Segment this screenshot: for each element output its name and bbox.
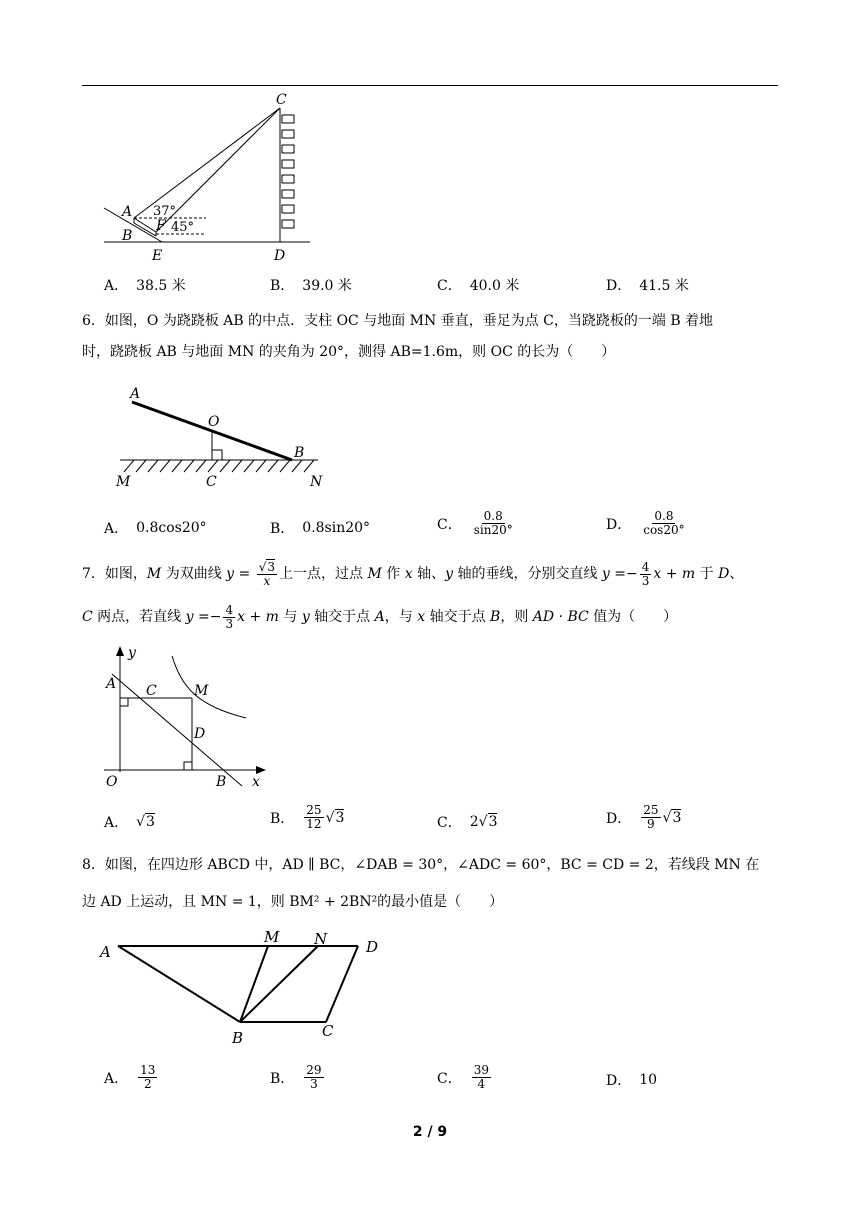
q7-stem-line1 bbox=[82, 560, 782, 588]
q7-eq: x + m bbox=[653, 566, 696, 582]
q7-var-y: y bbox=[445, 566, 453, 582]
q6-option-b-label: B． bbox=[270, 521, 295, 537]
q8-option-a-label: A． bbox=[104, 1070, 129, 1087]
q5-figure bbox=[100, 88, 320, 263]
q7-text: 7．如图， bbox=[82, 566, 147, 582]
q7-var-M: M bbox=[146, 566, 162, 582]
q8-stem-line1: 8．如图，在四边形 ABCD 中，AD ∥ BC，∠DAB = 30°，∠ADC = 60°，BC = CD = 2，若线段 MN 在 bbox=[82, 857, 760, 873]
q6-label-O: O bbox=[208, 414, 220, 430]
q6-option-d-den: cos20° bbox=[643, 523, 685, 537]
q6-option-d-label: D． bbox=[606, 516, 632, 533]
q7-option-d[interactable] bbox=[606, 804, 681, 831]
q7-option-c[interactable] bbox=[437, 812, 497, 832]
page-number: 2 / 9 bbox=[412, 1124, 448, 1140]
ground-hatch-line bbox=[244, 460, 254, 472]
q6-option-c-num: 0.8 bbox=[483, 509, 503, 523]
q7-option-b[interactable] bbox=[270, 804, 344, 831]
ground-hatch-line bbox=[232, 460, 242, 472]
q6-option-c-den: sin20° bbox=[473, 523, 513, 537]
ground-hatch-line bbox=[148, 460, 158, 472]
ground-hatch-line bbox=[268, 460, 278, 472]
q7-option-b-num: 25 bbox=[306, 803, 322, 817]
q5-option-d[interactable] bbox=[606, 275, 689, 295]
q7-option-b-label: B． bbox=[270, 810, 295, 827]
q7-option-b-sqrt: √3 bbox=[325, 809, 345, 826]
q7-var-A: A bbox=[374, 609, 385, 625]
q7-option-d-rad: 3 bbox=[672, 809, 682, 826]
q5-label-E: E bbox=[152, 248, 163, 263]
ground-hatch-line bbox=[292, 460, 302, 472]
q7-option-a-sqrt: √3 bbox=[136, 814, 155, 830]
q6-option-a[interactable] bbox=[104, 518, 207, 538]
q8-label-A: A bbox=[100, 943, 111, 961]
q5-option-c[interactable] bbox=[437, 275, 519, 295]
ground-hatch-line bbox=[136, 460, 146, 472]
q7-frac-den: 3 bbox=[225, 616, 234, 631]
q7-text: 轴的垂线，分别交直线 bbox=[453, 566, 602, 582]
q8-option-b-num: 29 bbox=[306, 1063, 322, 1077]
q7-eq: y =− bbox=[185, 609, 222, 625]
q7-option-d-sqrt: √3 bbox=[662, 809, 682, 826]
q8-label-M: M bbox=[264, 928, 280, 946]
q7-option-b-den: 12 bbox=[306, 817, 322, 831]
q7-text: 上一点，过点 bbox=[279, 566, 368, 582]
q7-text: ，则 bbox=[500, 609, 533, 625]
q8-option-c[interactable] bbox=[437, 1064, 493, 1091]
q5-option-d-label: D． bbox=[606, 278, 632, 294]
q6-option-d-num: 0.8 bbox=[654, 509, 674, 523]
q7-label-D: D bbox=[194, 726, 206, 742]
q8-option-c-den: 4 bbox=[477, 1077, 486, 1091]
q7-label-C: C bbox=[146, 683, 157, 699]
q8-option-d-label: D． bbox=[606, 1073, 632, 1089]
q5-angle-37: 37° bbox=[153, 204, 177, 219]
q7-expr: AD · BC bbox=[532, 609, 589, 625]
q7-option-c-label: C． bbox=[437, 815, 462, 831]
q7-option-a[interactable] bbox=[104, 812, 155, 832]
header-rule bbox=[82, 85, 778, 86]
q5-option-c-text: 40.0 米 bbox=[469, 278, 520, 294]
q8-option-c-label: C． bbox=[437, 1070, 462, 1087]
q7-frac-4-3 bbox=[223, 604, 235, 631]
q7-frac-4-3 bbox=[640, 561, 652, 588]
q8-option-c-num: 39 bbox=[473, 1063, 489, 1077]
q7-frac-sqrt3-over-x bbox=[257, 561, 277, 588]
q8-option-b-fraction bbox=[304, 1064, 323, 1091]
q7-text: 与 bbox=[278, 609, 302, 625]
ground-hatch-line bbox=[124, 460, 134, 472]
q7-text: 两点，若直线 bbox=[92, 609, 186, 625]
q5-label-C: C bbox=[276, 92, 287, 108]
q7-var-B: B bbox=[490, 609, 501, 625]
q5-label-D: D bbox=[274, 248, 286, 263]
q5-angle-45: 45° bbox=[171, 220, 195, 235]
q7-eq: y = bbox=[226, 566, 251, 582]
q7-option-d-fraction bbox=[641, 804, 660, 831]
q5-option-b-text: 39.0 米 bbox=[302, 278, 352, 294]
q8-option-a-num: 13 bbox=[140, 1063, 156, 1077]
q6-label-A: A bbox=[130, 386, 141, 402]
q8-label-D: D bbox=[366, 938, 379, 956]
q6-option-d-fraction bbox=[641, 510, 686, 537]
q6-option-b-text: 0.8sin20° bbox=[302, 520, 371, 536]
q7-frac-num: √3 bbox=[258, 559, 276, 574]
q5-label-A: A bbox=[122, 204, 133, 220]
q7-frac-num: 4 bbox=[225, 602, 234, 617]
q7-eq: x + m bbox=[237, 609, 279, 625]
q6-label-M: M bbox=[116, 474, 131, 490]
q6-option-a-text: 0.8cos20° bbox=[136, 520, 207, 536]
q7-label-M: M bbox=[194, 683, 209, 699]
q7-option-d-den: 9 bbox=[647, 817, 655, 831]
q7-label-x: x bbox=[252, 774, 260, 790]
ground-hatch-line bbox=[280, 460, 290, 472]
q5-option-b[interactable] bbox=[270, 275, 352, 295]
q8-option-d-text: 10 bbox=[639, 1072, 658, 1088]
q7-figure bbox=[100, 644, 270, 790]
q7-option-c-sqrt: √3 bbox=[478, 814, 498, 830]
q7-label-O: O bbox=[106, 774, 118, 790]
q7-label-y: y bbox=[128, 645, 136, 661]
q8-figure bbox=[96, 926, 396, 1050]
q7-stem-line2 bbox=[82, 603, 782, 631]
q7-var-M: M bbox=[367, 566, 382, 582]
q8-option-a[interactable] bbox=[104, 1064, 159, 1091]
q6-option-c-fraction bbox=[472, 510, 515, 537]
ground-hatch-line bbox=[304, 460, 314, 472]
ground-hatch-line bbox=[220, 460, 230, 472]
q5-label-F: F bbox=[156, 218, 166, 234]
q7-frac-den: x bbox=[263, 573, 271, 588]
ground-hatch-line bbox=[184, 460, 194, 472]
q7-var-y: y bbox=[301, 609, 310, 625]
q7-text: 为双曲线 bbox=[161, 566, 227, 582]
q8-stem-line2: 边 AD 上运动，且 MN = 1，则 BM² + 2BN²的最小值是（ ） bbox=[82, 894, 504, 910]
q6-option-b[interactable] bbox=[270, 518, 370, 538]
ground-hatch-line bbox=[196, 460, 206, 472]
q8-option-a-fraction bbox=[138, 1064, 157, 1091]
q8-option-b-label: B． bbox=[270, 1070, 295, 1087]
q7-text: 于 bbox=[695, 566, 719, 582]
q7-text: 作 bbox=[381, 566, 405, 582]
q6-stem-line1: 6．如图，O 为跷跷板 AB 的中点．支柱 OC 与地面 MN 垂直，垂足为点 C，当跷跷板的一端 B 着地 bbox=[82, 313, 714, 329]
q7-option-c-rad: 3 bbox=[488, 814, 498, 830]
q6-option-c[interactable] bbox=[437, 510, 517, 537]
ground-hatch-line bbox=[160, 460, 170, 472]
q7-option-a-label: A． bbox=[104, 815, 129, 831]
q7-text: 、 bbox=[729, 566, 744, 582]
q6-option-c-label: C． bbox=[437, 516, 462, 533]
ground-hatch-line bbox=[256, 460, 266, 472]
q6-stem-line2: 时，跷跷板 AB 与地面 MN 的夹角为 20°，测得 AB=1.6m，则 OC 的长为（ ） bbox=[82, 344, 616, 360]
q7-option-b-fraction bbox=[304, 804, 323, 831]
q8-label-C: C bbox=[322, 1022, 334, 1040]
q6-option-d[interactable] bbox=[606, 510, 689, 537]
q7-text: 轴交于点 bbox=[425, 609, 491, 625]
q8-label-N: N bbox=[314, 930, 328, 948]
q7-frac-den: 3 bbox=[641, 573, 650, 588]
q6-figure bbox=[110, 382, 330, 492]
q8-option-c-fraction bbox=[472, 1064, 491, 1091]
q5-option-a-label: A． bbox=[104, 278, 129, 294]
q7-var-x: x bbox=[404, 566, 413, 582]
q7-label-B: B bbox=[216, 774, 227, 790]
q6-label-N: N bbox=[310, 474, 323, 490]
q7-option-d-label: D． bbox=[606, 810, 632, 827]
q5-option-d-text: 41.5 米 bbox=[639, 278, 689, 294]
q7-frac-num: 4 bbox=[641, 559, 650, 574]
q7-option-c-coef: 2 bbox=[469, 814, 479, 830]
ground-hatch-line bbox=[208, 460, 218, 472]
q7-option-d-num: 25 bbox=[643, 803, 659, 817]
q6-label-B: B bbox=[294, 445, 305, 461]
ground-hatch-line bbox=[172, 460, 182, 472]
q7-frac-rad: 3 bbox=[267, 559, 276, 574]
q6-label-C: C bbox=[206, 474, 217, 490]
q7-text: 轴交于点 bbox=[309, 609, 375, 625]
q5-option-a[interactable] bbox=[104, 275, 186, 295]
q7-text: ，与 bbox=[384, 609, 418, 625]
q5-option-c-label: C． bbox=[437, 278, 462, 294]
q8-option-a-den: 2 bbox=[143, 1077, 152, 1091]
q5-option-b-label: B． bbox=[270, 278, 295, 294]
q7-var-D: D bbox=[718, 566, 730, 582]
q8-option-d[interactable] bbox=[606, 1070, 657, 1090]
q7-option-a-rad: 3 bbox=[146, 814, 155, 830]
q7-text: 轴、 bbox=[412, 566, 446, 582]
q6-option-a-label: A． bbox=[104, 521, 129, 537]
q8-option-b-den: 3 bbox=[310, 1077, 318, 1091]
q5-label-B: B bbox=[122, 228, 133, 244]
q7-eq: y =− bbox=[601, 566, 638, 582]
q7-var-C: C bbox=[82, 609, 93, 625]
q8-label-B: B bbox=[232, 1029, 244, 1047]
q8-option-b[interactable] bbox=[270, 1064, 326, 1091]
q7-text: 值为（ ） bbox=[588, 609, 678, 625]
q5-option-a-text: 38.5 米 bbox=[136, 278, 186, 294]
q7-label-A: A bbox=[106, 676, 117, 692]
q7-var-x: x bbox=[417, 609, 426, 625]
q7-option-b-rad: 3 bbox=[335, 809, 345, 826]
